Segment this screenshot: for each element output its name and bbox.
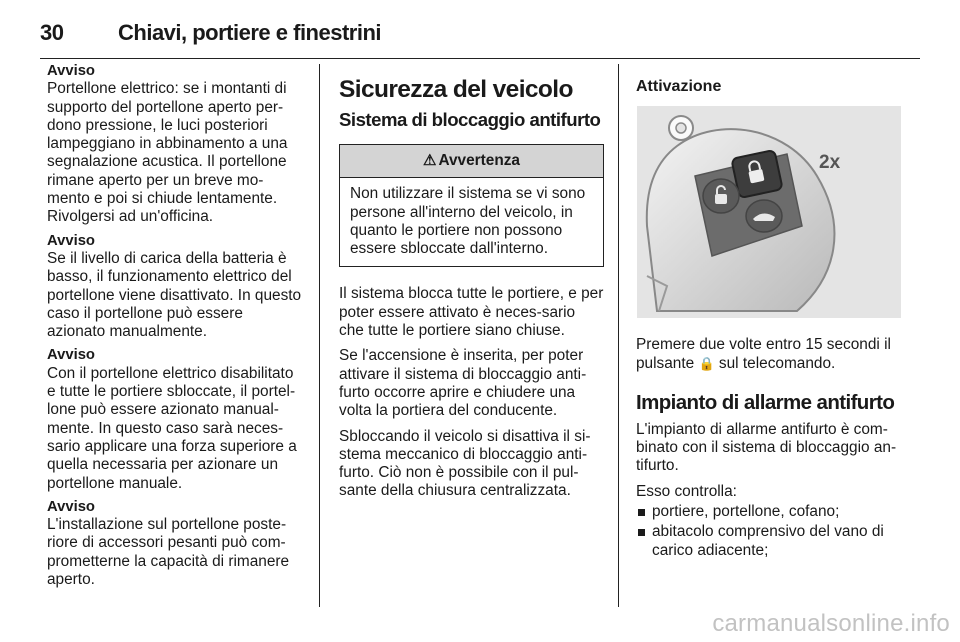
watermark: carmanualsonline.info (712, 610, 950, 637)
page-header (40, 14, 920, 58)
lock-icon: 🔒 (698, 355, 715, 371)
paragraph: Se l'accensione è inserita, per poter attivare il sistema di bloccaggio anti-furto occorre aprire e chiudere una volta la portiera del conducente. (339, 347, 587, 420)
activation-heading: Attivazione (636, 78, 722, 95)
column-divider (618, 64, 619, 607)
note-text: Portellone elettrico: se i montanti di supporto del portellone aperto per-dono pressione, le luci posteriori lampeggiano in abbinamento a una segnalazione acustica. Il portellone rimane aperto per un breve mo-mento e poi si chiude lentamente. Rivolgersi ad un'officina. (47, 80, 288, 226)
note-heading: Avviso (47, 63, 95, 79)
column-vehicle-security (339, 62, 604, 508)
alarm-title: Impianto di allarme antifurto (636, 390, 895, 414)
activation-instruction: Premere due volte entro 15 secondi il pulsante 🔒 sul telecomando. (636, 336, 891, 372)
warning-triangle-icon: ⚠ (422, 152, 437, 169)
warning-heading: Avvertenza (438, 152, 520, 169)
note (47, 62, 305, 227)
paragraph: Il sistema blocca tutte le portiere, e per poter essere attivato è neces-sario che tutte le portiere siano chiuse. (339, 285, 604, 340)
note-text: Con il portellone elettrico disabilitato e tutte le portiere sbloccate, il portel-lone può essere azionato manual-mente. In questo caso sarà neces-sario applicare una forza superiore a quella necessaria per azionare un portellone manuale. (47, 364, 297, 492)
paragraph: Sbloccando il veicolo si disattiva il si-stema meccanico di bloccaggio anti-furto. Ciò non è possibile con il pul-sante della chiusura centralizzata. (339, 427, 591, 500)
subsection-title: Sistema di bloccaggio antifurto (339, 109, 601, 130)
monitors-label: Esso controlla: (636, 482, 737, 500)
note-heading: Avviso (47, 498, 95, 515)
note (47, 232, 305, 342)
note-heading: Avviso (47, 232, 95, 249)
page-title: Chiavi, portiere e finestrini (118, 20, 382, 45)
warning-text: Non utilizzare il sistema se vi sono persone all'interno del veicolo, in quanto le portiere non possono essere sbloccate dall'interno. (350, 185, 586, 258)
column-notes (47, 62, 305, 594)
warning-box (339, 144, 604, 267)
note (47, 346, 305, 492)
alarm-text: L'impianto di allarme antifurto è com-binato con il sistema di bloccaggio an-tifurto. (636, 420, 897, 475)
figure-caption-2x: 2x (819, 152, 841, 174)
section-title: Sicurezza del veicolo (339, 76, 573, 103)
monitored-list (636, 503, 904, 560)
note-text: L'installazione sul portellone poste-riore di accessori pesanti può com-prometterne la capacità di rimanere aperto. (47, 516, 290, 589)
page-number: 30 (40, 20, 64, 45)
list-item: abitacolo comprensivo del vano di carico adiacente; (636, 523, 904, 560)
key-remote-figure (637, 106, 901, 318)
note-heading: Avviso (47, 347, 95, 364)
header-rule (40, 58, 920, 59)
warning-header (340, 145, 603, 178)
column-activation (636, 62, 904, 562)
note-text: Se il livello di carica della batteria è basso, il funzionamento elettrico del portellone viene disattivato. In questo caso il portellone può essere azionato manualmente. (47, 249, 302, 341)
key-remote-icon (637, 106, 901, 318)
column-divider (319, 64, 320, 607)
list-item: portiere, portellone, cofano; (636, 503, 904, 521)
note (47, 498, 305, 589)
